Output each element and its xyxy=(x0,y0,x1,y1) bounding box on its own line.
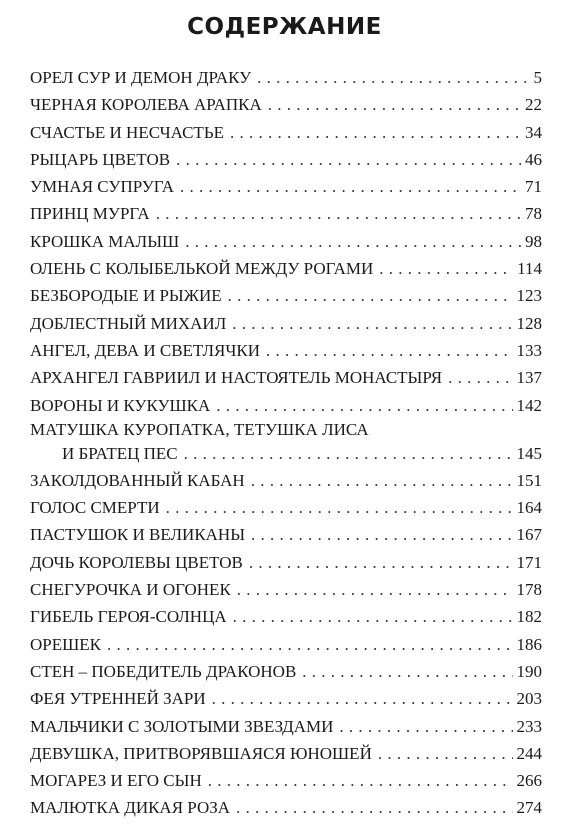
toc-entry-title: БЕЗБОРОДЫЕ И РЫЖИЕ xyxy=(30,286,222,306)
toc-entry-title: МОГАРЕЗ И ЕГО СЫН xyxy=(30,771,202,791)
toc-entry-page-number: 186 xyxy=(516,634,542,654)
toc-entry-page-number: 266 xyxy=(516,771,542,791)
dot-leader xyxy=(236,794,512,821)
toc-entry xyxy=(30,91,542,118)
dot-leader xyxy=(212,685,513,712)
toc-entry-page-number: 22 xyxy=(525,95,542,115)
dot-leader xyxy=(230,119,521,146)
toc-entry xyxy=(30,631,542,658)
dot-leader xyxy=(339,713,512,740)
toc-entry-page-number: 71 xyxy=(525,177,542,197)
toc-entry xyxy=(30,794,542,821)
dot-leader xyxy=(208,767,513,794)
toc-entry xyxy=(30,364,542,391)
dot-leader xyxy=(107,631,513,658)
toc-entry xyxy=(30,494,542,521)
toc-entry-page-number: 164 xyxy=(516,498,542,518)
toc-entry-page-number: 145 xyxy=(516,443,542,463)
toc-entry-page-number: 34 xyxy=(525,122,542,142)
dot-leader xyxy=(268,91,521,118)
page-title: СОДЕРЖАНИЕ xyxy=(187,14,382,40)
toc-entry-title: ВОРОНЫ И КУКУШКА xyxy=(30,395,211,415)
toc-entry-page-number: 274 xyxy=(516,798,542,818)
toc-entry xyxy=(30,392,542,419)
dot-leader xyxy=(266,337,512,364)
toc-entry xyxy=(30,467,542,494)
toc-entry-page-number: 233 xyxy=(516,716,542,736)
toc-entry xyxy=(30,64,542,91)
dot-leader xyxy=(228,282,513,309)
toc-entry-title-line2-row xyxy=(30,441,542,467)
toc-entry-page-number: 142 xyxy=(516,395,542,415)
toc-entry xyxy=(30,146,542,173)
dot-leader xyxy=(448,364,512,391)
toc-entry-title: РЫЦАРЬ ЦВЕТОВ xyxy=(30,149,171,169)
table-of-contents xyxy=(30,64,542,822)
dot-leader xyxy=(257,64,529,91)
dot-leader xyxy=(180,173,521,200)
toc-entry-title: ЧЕРНАЯ КОРОЛЕВА АРАПКА xyxy=(30,95,262,115)
toc-entry-page-number: 151 xyxy=(516,470,542,490)
toc-entry-page-number: 133 xyxy=(516,340,542,360)
toc-entry xyxy=(30,200,542,227)
toc-entry-page-number: 98 xyxy=(525,231,542,251)
toc-entry xyxy=(30,282,542,309)
toc-entry-title: МАЛЮТКА ДИКАЯ РОЗА xyxy=(30,798,231,818)
toc-entry xyxy=(30,576,542,603)
toc-entry xyxy=(30,767,542,794)
dot-leader xyxy=(251,467,513,494)
toc-entry-title: ОРЕЛ СУР И ДЕМОН ДРАКУ xyxy=(30,68,252,87)
toc-entry-title: ПРИНЦ МУРГА xyxy=(30,204,150,224)
toc-entry-title: АНГЕЛ, ДЕВА И СВЕТЛЯЧКИ xyxy=(30,340,261,360)
dot-leader xyxy=(176,146,521,173)
toc-entry xyxy=(30,521,542,548)
toc-entry xyxy=(30,713,542,740)
dot-leader xyxy=(378,740,513,767)
toc-entry-title: СЧАСТЬЕ И НЕСЧАСТЬЕ xyxy=(30,122,224,142)
toc-entry-page-number: 190 xyxy=(516,661,542,681)
toc-entry-title-line2: И БРАТЕЦ ПЕС xyxy=(62,443,178,463)
toc-entry-page-number: 203 xyxy=(516,689,542,709)
dot-leader xyxy=(156,200,521,227)
toc-entry-title: СНЕГУРОЧКА И ОГОНЕК xyxy=(30,580,231,600)
dot-leader xyxy=(237,576,513,603)
toc-entry-page-number: 178 xyxy=(516,580,542,600)
toc-entry xyxy=(30,228,542,255)
toc-entry-page-number: 244 xyxy=(516,743,542,763)
dot-leader xyxy=(216,392,512,419)
toc-entry-title: МАЛЬЧИКИ С ЗОЛОТЫМИ ЗВЕЗДАМИ xyxy=(30,716,334,736)
toc-entry xyxy=(30,549,542,576)
toc-entry-page-number: 46 xyxy=(525,149,542,169)
toc-entry-title: ЗАКОЛДОВАННЫЙ КАБАН xyxy=(30,470,245,490)
toc-entry xyxy=(30,337,542,364)
toc-entry-title: ДОЧЬ КОРОЛЕВЫ ЦВЕТОВ xyxy=(30,552,243,572)
toc-entry-page-number: 5 xyxy=(533,68,542,87)
toc-entry xyxy=(30,603,542,630)
toc-entry-page-number: 171 xyxy=(516,552,542,572)
toc-entry-page-number: 114 xyxy=(517,259,542,279)
dot-leader xyxy=(232,310,512,337)
toc-entry-page-number: 137 xyxy=(516,368,542,388)
toc-entry-title: УМНАЯ СУПРУГА xyxy=(30,177,175,197)
dot-leader xyxy=(249,549,513,576)
toc-entry-page-number: 78 xyxy=(525,204,542,224)
toc-entry-title: ДЕВУШКА, ПРИТВОРЯВШАЯСЯ ЮНОШЕЙ xyxy=(30,743,372,763)
toc-entry-title: СТЕН – ПОБЕДИТЕЛЬ ДРАКОНОВ xyxy=(30,661,297,681)
toc-entry-page-number: 123 xyxy=(516,286,542,306)
dot-leader xyxy=(166,494,513,521)
toc-entry xyxy=(30,740,542,767)
dot-leader xyxy=(379,255,513,282)
toc-entry-title: ФЕЯ УТРЕННЕЙ ЗАРИ xyxy=(30,689,206,709)
dot-leader xyxy=(184,441,513,467)
toc-entry-title: ПАСТУШОК И ВЕЛИКАНЫ xyxy=(30,525,246,545)
toc-entry-title: КРОШКА МАЛЫШ xyxy=(30,231,180,251)
toc-entry-title: ОРЕШЕК xyxy=(30,634,101,654)
dot-leader xyxy=(251,521,512,548)
toc-entry-title: МАТУШКА КУРОПАТКА, ТЕТУШКА ЛИСА xyxy=(30,419,369,439)
toc-entry-title: АРХАНГЕЛ ГАВРИИЛ И НАСТОЯТЕЛЬ МОНАСТЫРЯ xyxy=(30,368,443,388)
toc-entry xyxy=(30,310,542,337)
toc-entry-title: ДОБЛЕСТНЫЙ МИХАИЛ xyxy=(30,313,227,333)
toc-entry-page-number: 167 xyxy=(516,525,542,545)
toc-entry-title: ОЛЕНЬ С КОЛЫБЕЛЬКОЙ МЕЖДУ РОГАМИ xyxy=(30,259,374,279)
toc-entry xyxy=(30,255,542,282)
dot-leader xyxy=(302,658,512,685)
toc-entry xyxy=(30,119,542,146)
toc-entry-title: ГИБЕЛЬ ГЕРОЯ-СОЛНЦА xyxy=(30,607,227,627)
dot-leader xyxy=(185,228,521,255)
toc-entry xyxy=(30,173,542,200)
toc-entry xyxy=(30,685,542,712)
toc-entry xyxy=(30,419,542,467)
dot-leader xyxy=(233,603,513,630)
toc-entry-page-number: 182 xyxy=(516,607,542,627)
toc-entry-title: ГОЛОС СМЕРТИ xyxy=(30,498,160,518)
toc-entry-page-number: 128 xyxy=(516,313,542,333)
toc-entry xyxy=(30,658,542,685)
